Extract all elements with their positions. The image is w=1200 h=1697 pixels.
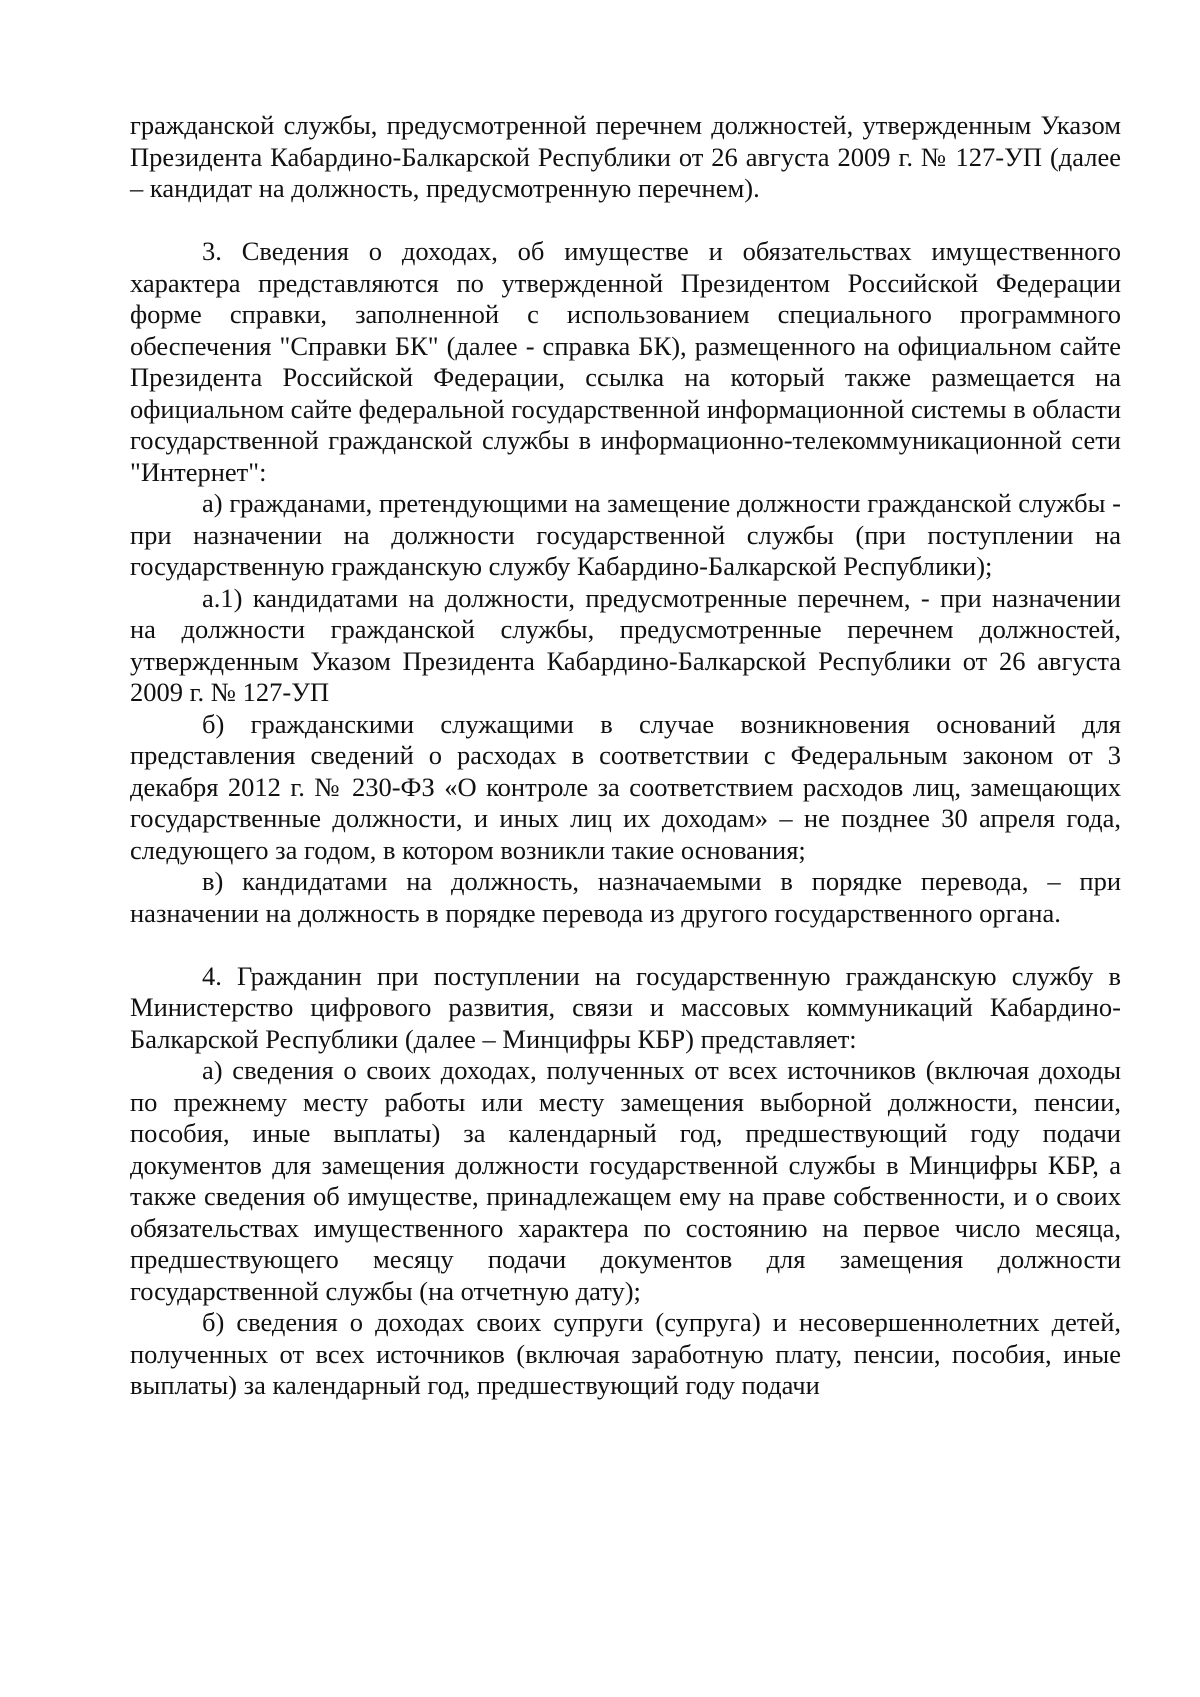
paragraph-item-4: 4. Гражданин при поступлении на государственную гражданскую службу в Министерство цифрового развития, связи и массовых коммуникаций Кабардино-Балкарской Республики (далее – Минцифры КБР) представляет: bbox=[130, 960, 1121, 1054]
paragraph-item-3v: в) кандидатами на должность, назначаемыми в порядке перевода, – при назначении на должность в порядке перевода из другого государственного органа. bbox=[130, 866, 1121, 928]
document-body bbox=[130, 110, 1121, 1402]
paragraph-item-3a1: а.1) кандидатами на должности, предусмотренные перечнем, - при назначении на должности гражданской службы, предусмотренные перечнем должностей, утвержденным Указом Президента Кабардино-Балкарской Республики от 26 августа 2009 г. № 127-УП bbox=[130, 582, 1121, 707]
paragraph-item-3b: б) гражданскими служащими в случае возникновения оснований для представления сведений о расходах в соответствии с Федеральным законом от 3 декабря 2012 г. № 230-ФЗ «О контроле за соответствием расходов лиц, замещающих государственные должности, и иных лиц их доходам» – не позднее 30 апреля года, следующего за годом, в котором возникли такие основания; bbox=[130, 708, 1121, 865]
paragraph-item-4a: а) сведения о своих доходах, полученных от всех источников (включая доходы по прежнему месту работы или месту замещения выборной должности, пенсии, пособия, иные выплаты) за календарный год, предшествующий году подачи документов для замещения должности государственной службы в Минцифры КБР, а также сведения об имуществе, принадлежащем ему на праве собственности, и о своих обязательствах имущественного характера по состоянию на первое число месяца, предшествующего месяцу подачи документов для замещения должности государственной службы (на отчетную дату); bbox=[130, 1055, 1121, 1306]
paragraph-continuation: гражданской службы, предусмотренной перечнем должностей, утвержденным Указом Президента Кабардино-Балкарской Республики от 26 августа 2009 г. № 127-УП (далее – кандидат на должность, предусмотренную перечнем). bbox=[130, 110, 1121, 203]
paragraph-item-3: 3. Сведения о доходах, об имуществе и обязательствах имущественного характера представляются по утвержденной Президентом Российской Федерации форме справки, заполненной с использованием специального программного обеспечения "Справки БК" (далее - справка БК), размещенного на официальном сайте Президента Российской Федерации, ссылка на который также размещается на официальном сайте федеральной государственной информационной системы в области государственной гражданской службы в информационно-телекоммуникационной сети "Интернет": bbox=[130, 236, 1121, 487]
paragraph-item-3a: а) гражданами, претендующими на замещение должности гражданской службы - при назначении на должности государственной службы (при поступлении на государственную гражданскую службу Кабардино-Балкарской Республики); bbox=[130, 488, 1121, 581]
paragraph-item-4b: б) сведения о доходах своих супруги (супруга) и несовершеннолетних детей, полученных от всех источников (включая заработную плату, пенсии, пособия, иные выплаты) за календарный год, предшествующий году подачи bbox=[130, 1307, 1121, 1400]
